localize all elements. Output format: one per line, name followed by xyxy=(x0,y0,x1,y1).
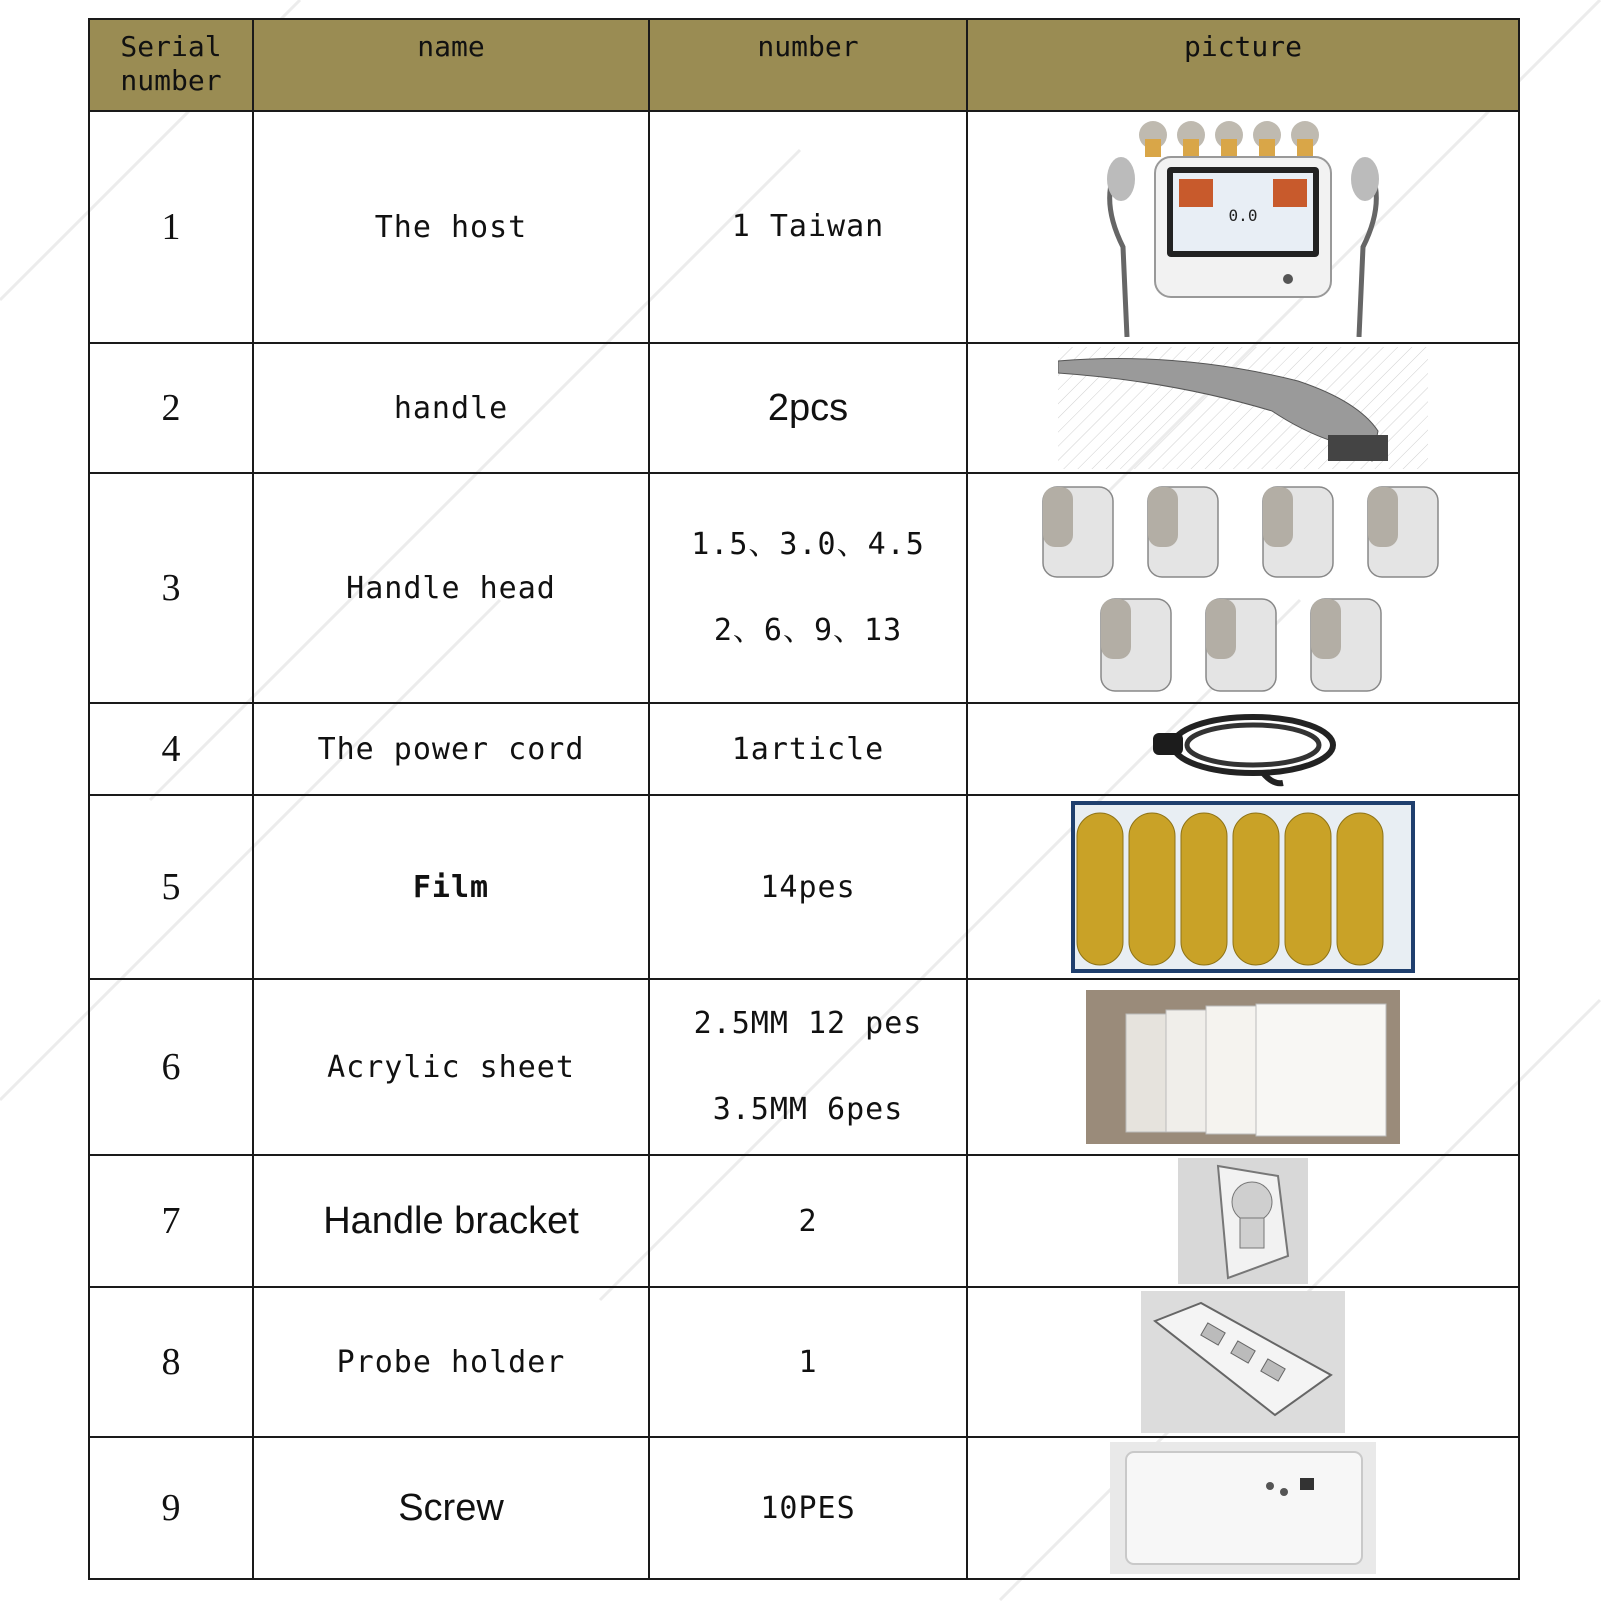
number-line: 2、6、9、13 xyxy=(713,613,903,648)
serial-cell: 1 xyxy=(89,111,253,343)
serial-cell: 2 xyxy=(89,343,253,473)
header-serial-line2: number xyxy=(120,64,222,97)
header-picture: picture xyxy=(967,19,1519,111)
name-cell: Handle head xyxy=(253,473,649,703)
name-cell: Probe holder xyxy=(253,1287,649,1437)
packing-list-table xyxy=(88,18,1520,1580)
name-cell: Handle bracket xyxy=(253,1155,649,1287)
picture-cell xyxy=(967,703,1519,795)
serial-cell: 8 xyxy=(89,1287,253,1437)
number-cell xyxy=(649,1287,967,1437)
name-cell: The host xyxy=(253,111,649,343)
name-cell: Film xyxy=(253,795,649,979)
table-row xyxy=(89,473,1519,703)
table-row xyxy=(89,1437,1519,1579)
picture-cell xyxy=(967,1437,1519,1579)
number-line: 3.5MM 6pes xyxy=(712,1092,904,1127)
number-cell xyxy=(649,979,967,1155)
header-serial-line1: Serial xyxy=(120,30,222,63)
header-serial-number xyxy=(89,19,253,111)
number-line: 1.5、3.0、4.5 xyxy=(691,527,925,562)
power-cord-image xyxy=(1143,707,1343,791)
number-cell xyxy=(649,473,967,703)
number-cell xyxy=(649,1155,967,1287)
name-cell: Screw xyxy=(253,1437,649,1579)
number-line: 1 Taiwan xyxy=(731,209,885,244)
name-cell: Acrylic sheet xyxy=(253,979,649,1155)
handle-image xyxy=(1058,347,1428,469)
picture-cell xyxy=(967,111,1519,343)
acrylic-sheet-image xyxy=(1086,990,1400,1144)
name-cell: The power cord xyxy=(253,703,649,795)
serial-cell: 3 xyxy=(89,473,253,703)
number-line: 14pes xyxy=(760,869,856,905)
host-machine-image xyxy=(1093,117,1393,337)
number-line: 1article xyxy=(731,731,885,767)
picture-cell xyxy=(967,795,1519,979)
header-name: name xyxy=(253,19,649,111)
table-row xyxy=(89,1155,1519,1287)
number-line: 2 xyxy=(798,1203,818,1239)
picture-cell xyxy=(967,979,1519,1155)
film-image xyxy=(1071,801,1415,973)
header-row xyxy=(89,19,1519,111)
picture-cell xyxy=(967,1287,1519,1437)
table-row xyxy=(89,703,1519,795)
number-cell xyxy=(649,1437,967,1579)
number-cell xyxy=(649,111,967,343)
number-cell xyxy=(649,343,967,473)
header-number: number xyxy=(649,19,967,111)
serial-cell: 4 xyxy=(89,703,253,795)
serial-cell: 6 xyxy=(89,979,253,1155)
name-cell: handle xyxy=(253,343,649,473)
handle-bracket-image xyxy=(1178,1158,1308,1284)
table-row xyxy=(89,979,1519,1155)
table-row xyxy=(89,111,1519,343)
table-row xyxy=(89,795,1519,979)
serial-cell: 7 xyxy=(89,1155,253,1287)
picture-cell xyxy=(967,1155,1519,1287)
table-row xyxy=(89,343,1519,473)
picture-cell xyxy=(967,473,1519,703)
number-cell xyxy=(649,795,967,979)
screw-bag-image xyxy=(1110,1442,1376,1574)
number-line: 2pcs xyxy=(767,386,849,429)
number-line: 2.5MM 12 pes xyxy=(693,1006,923,1041)
probe-holder-image xyxy=(1141,1291,1345,1433)
svg-text:0.0: 0.0 xyxy=(1228,206,1258,225)
number-line: 1 xyxy=(798,1344,818,1380)
number-line: 10PES xyxy=(760,1490,856,1526)
number-cell xyxy=(649,703,967,795)
serial-cell: 5 xyxy=(89,795,253,979)
picture-cell xyxy=(967,343,1519,473)
handle-heads-image xyxy=(1033,477,1453,699)
table-row xyxy=(89,1287,1519,1437)
serial-cell: 9 xyxy=(89,1437,253,1579)
